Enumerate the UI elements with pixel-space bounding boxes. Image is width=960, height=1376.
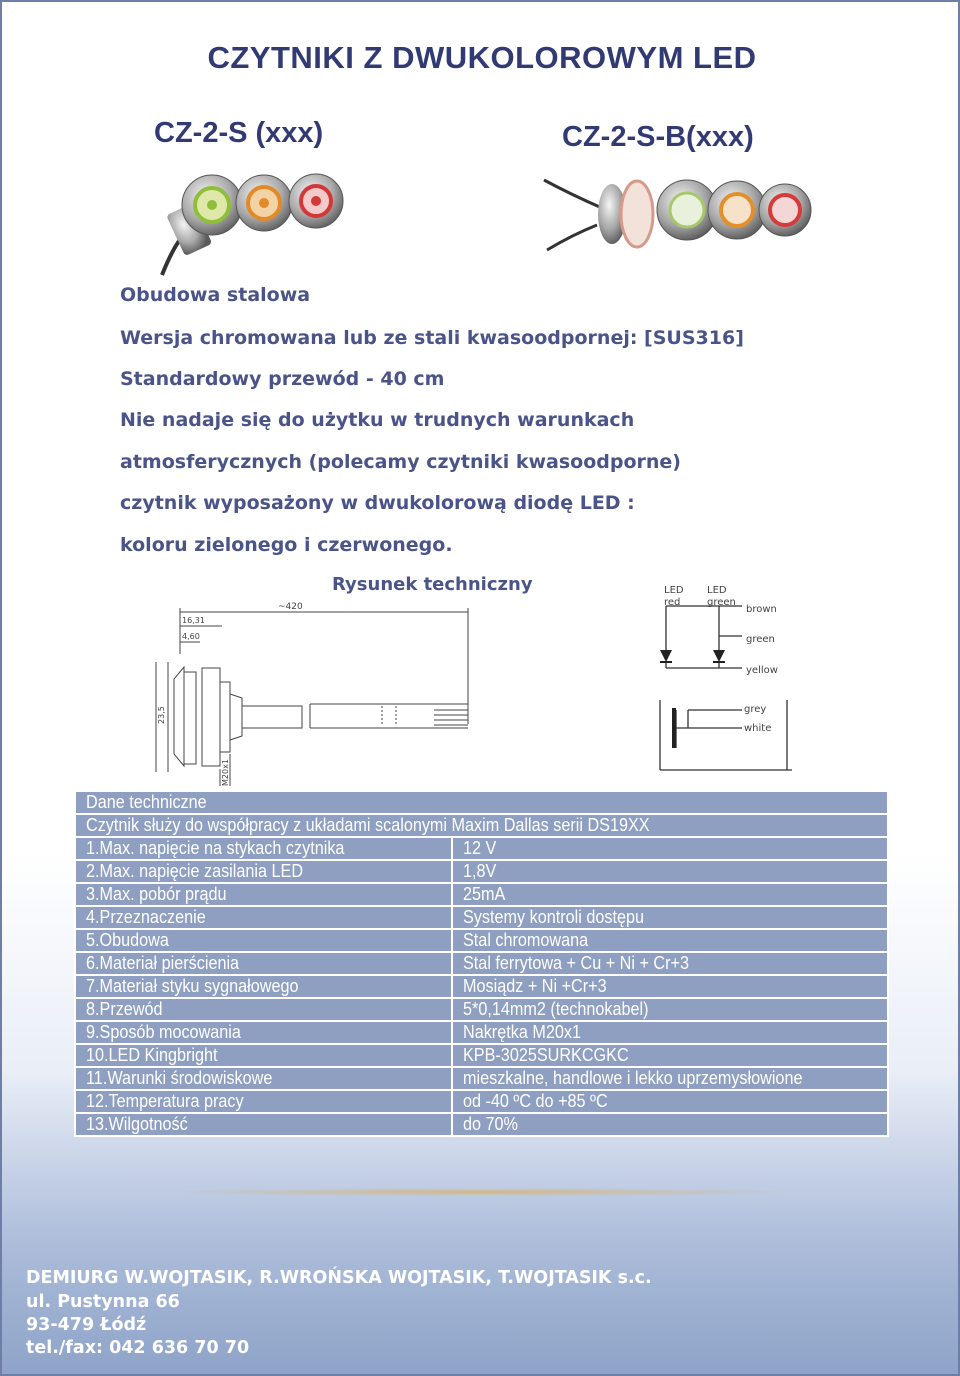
spec-label: 5.Obudowa [75,929,452,952]
table-row [75,1113,888,1136]
spec-value: 1,8V [452,860,888,883]
specs-intro: Czytnik służy do współpracy z układami scalonymi Maxim Dallas serii DS19XX [75,814,888,837]
spec-value: KPB-3025SURKCGKC [452,1044,888,1067]
spec-value: 5*0,14mm2 (technokabel) [452,998,888,1021]
description-line: koloru zielonego i czerwonego. [120,534,453,556]
wiring-diagram [652,580,792,775]
led-green-label-2: green [707,597,736,608]
product-photo-standard [152,167,347,277]
dim-a: 16,31 [182,616,205,625]
table-row [75,860,888,883]
led-green-label-1: LED [707,585,727,596]
model-name-standard: CZ-2-S (xxx) [154,117,324,149]
description-line: Standardowy przewód - 40 cm [120,368,445,390]
led-red-label-2: red [664,597,681,608]
footer-phone: tel./fax: 042 636 70 70 [26,1338,250,1358]
table-row [75,883,888,906]
spec-value: mieszkalne, handlowe i lekko uprzemysłowione [452,1067,888,1090]
specs-table [74,790,889,1137]
description-line: atmosferycznych (polecamy czytniki kwasoodporne) [120,451,681,473]
table-row [75,975,888,998]
spec-value: do 70% [452,1113,888,1136]
spec-value: Stal ferrytowa + Cu + Ni + Cr+3 [452,952,888,975]
table-row [75,1067,888,1090]
page-title: CZYTNIKI Z DWUKOLOROWYM LED [207,40,757,75]
table-row [75,1090,888,1113]
table-row [75,952,888,975]
dim-b: 4,60 [182,632,200,641]
spec-value: Systemy kontroli dostępu [452,906,888,929]
footer-street: ul. Pustynna 66 [26,1292,180,1312]
description-line: czytnik wyposażony w dwukolorową diodę LED : [120,492,635,514]
spec-label: 11.Warunki środowiskowe [75,1067,452,1090]
dim-diameter: 23,5 [157,706,166,724]
footer-city: 93-479 Łódź [26,1315,147,1335]
wire-label: yellow [746,665,778,676]
spec-label: 6.Materiał pierścienia [75,952,452,975]
spec-label: 12.Temperatura pracy [75,1090,452,1113]
spec-label: 1.Max. napięcie na stykach czytnika [75,837,452,860]
specs-intro-row [75,814,888,837]
footer-company: DEMIURG W.WOJTASIK, R.WROŃSKA WOJTASIK, T.WOJTASIK s.c. [26,1268,652,1288]
spec-value: Mosiądz + Ni +Cr+3 [452,975,888,998]
spec-label: 9.Sposób mocowania [75,1021,452,1044]
table-row [75,1044,888,1067]
model-name-b: CZ-2-S-B(xxx) [562,121,754,153]
spec-value: od -40 ºC do +85 ºC [452,1090,888,1113]
spec-label: 10.LED Kingbright [75,1044,452,1067]
spec-value: Stal chromowana [452,929,888,952]
spec-label: 2.Max. napięcie zasilania LED [75,860,452,883]
table-row [75,837,888,860]
wire-label: green [746,634,775,645]
spec-value: 25mA [452,883,888,906]
specs-header: Dane techniczne [75,791,888,814]
spec-value: Nakrętka M20x1 [452,1021,888,1044]
wire-label: grey [744,704,767,715]
spec-label: 8.Przewód [75,998,452,1021]
led-red-label-1: LED [664,585,684,596]
decorative-glow-divider [182,1188,782,1196]
spec-label: 13.Wilgotność [75,1113,452,1136]
spec-label: 4.Przeznaczenie [75,906,452,929]
specs-header-row [75,791,888,814]
table-row [75,998,888,1021]
description-line: Wersja chromowana lub ze stali kwasoodpornej: [SUS316] [120,327,744,349]
wire-label: brown [746,604,777,615]
table-row [75,1021,888,1044]
product-photo-b [542,170,812,260]
spec-label: 7.Materiał styku sygnałowego [75,975,452,998]
dim-length: ~420 [278,602,303,612]
drawing-subtitle: Rysunek techniczny [332,574,533,595]
description-line: Nie nadaje się do użytku w trudnych warunkach [120,409,635,431]
dim-thread: M20x1 [221,759,230,786]
spec-value: 12 V [452,837,888,860]
technical-drawing [150,594,495,789]
wire-label: white [744,723,772,734]
description-line: Obudowa stalowa [120,284,311,306]
table-row [75,929,888,952]
table-row [75,906,888,929]
spec-label: 3.Max. pobór prądu [75,883,452,906]
